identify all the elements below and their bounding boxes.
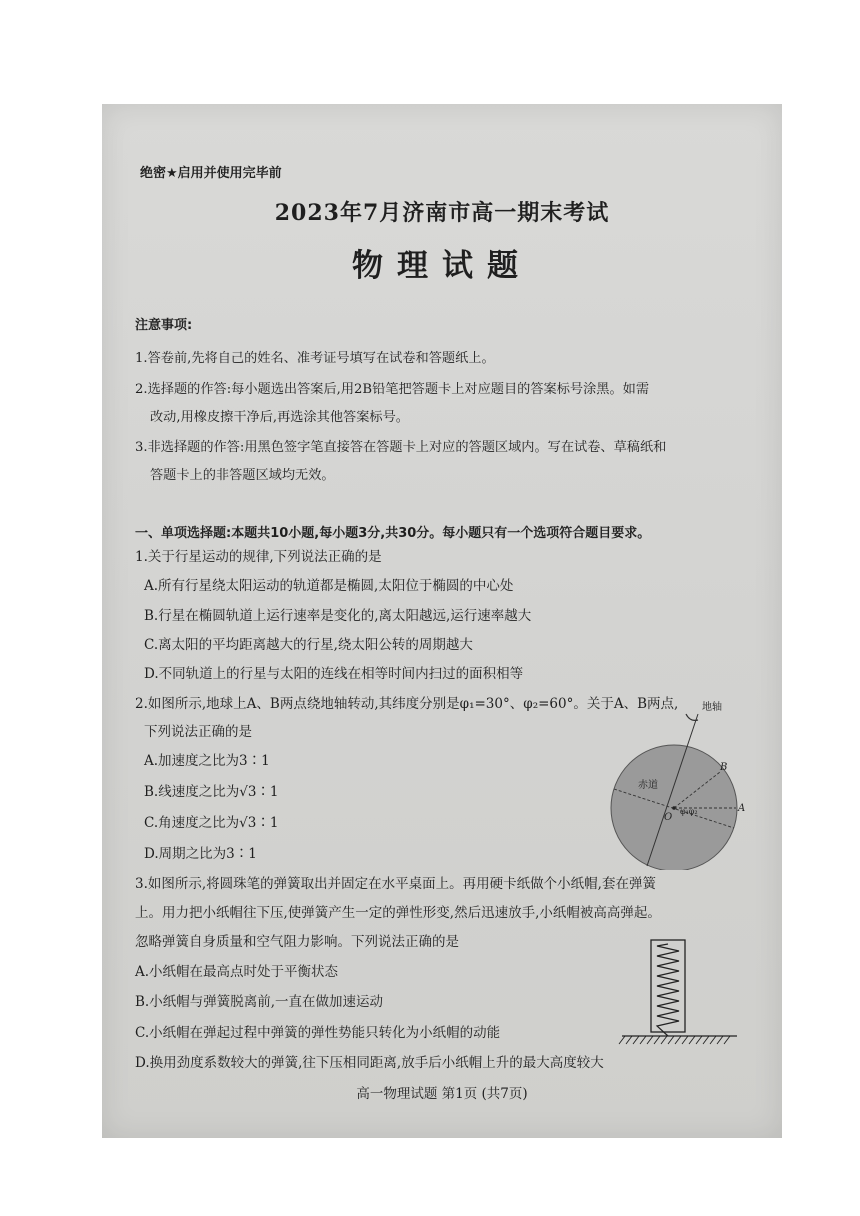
exam-page xyxy=(102,104,782,1138)
label-b: B xyxy=(720,762,728,773)
question-2-option-b: B.线速度之比为√3∶1 xyxy=(144,784,279,800)
notice-heading: 注意事项: xyxy=(135,318,193,333)
question-1-option-d: D.不同轨道上的行星与太阳的连线在相等时间内扫过的面积相等 xyxy=(144,666,524,682)
section-heading: 一、单项选择题:本题共10小题,每小题3分,共30分。每小题只有一个选项符合题目要求。 xyxy=(135,526,651,541)
notice-line: 改动,用橡皮擦干净后,再选涂其他答案标号。 xyxy=(150,410,409,425)
notice-line: 1.答卷前,先将自己的姓名、准考证号填写在试卷和答题纸上。 xyxy=(135,351,495,366)
question-3-stem: 上。用力把小纸帽往下压,使弹簧产生一定的弹性形变,然后迅速放手,小纸帽被高高弹起。 xyxy=(135,905,661,921)
angle-label: φ₁φ₂ xyxy=(680,807,698,816)
question-2-option-a: A.加速度之比为3∶1 xyxy=(144,753,270,769)
question-2-option-c: C.角速度之比为√3∶1 xyxy=(144,815,279,831)
question-3-option-b: B.小纸帽与弹簧脱离前,一直在做加速运动 xyxy=(135,994,384,1010)
notice-line: 2.选择题的作答:每小题选出答案后,用2B铅笔把答题卡上对应题目的答案标号涂黑。如需 xyxy=(135,382,650,397)
question-1-option-a: A.所有行星绕太阳运动的轨道都是椭圆,太阳位于椭圆的中心处 xyxy=(144,578,514,594)
question-3-option-a: A.小纸帽在最高点时处于平衡状态 xyxy=(135,964,339,980)
table-hatching xyxy=(619,1036,730,1044)
confidential-mark: 绝密★启用并使用完毕前 xyxy=(140,166,282,181)
spring-figure xyxy=(617,932,742,1052)
question-3-stem: 忽略弹簧自身质量和空气阻力影响。下列说法正确的是 xyxy=(135,934,459,950)
question-1-stem: 1.关于行星运动的规律,下列说法正确的是 xyxy=(135,549,382,565)
page-footer: 高一物理试题 第1页 (共7页) xyxy=(356,1086,528,1102)
exam-subtitle: 物理试题 xyxy=(352,248,532,284)
equator-label: 赤道 xyxy=(638,780,658,791)
question-3-stem: 3.如图所示,将圆珠笔的弹簧取出并固定在水平桌面上。再用硬卡纸做个小纸帽,套在弹簧 xyxy=(135,876,656,892)
point-o xyxy=(672,806,676,810)
question-3-option-d: D.换用劲度系数较大的弹簧,往下压相同距离,放手后小纸帽上升的最大高度较大 xyxy=(135,1055,604,1071)
spring-coil xyxy=(657,944,679,1036)
question-2-stem: 2.如图所示,地球上A、B两点绕地轴转动,其纬度分别是φ₁=30°、φ₂=60°。关于A、B两点, xyxy=(135,696,679,712)
label-o: O xyxy=(664,812,673,823)
earth-figure xyxy=(602,700,752,870)
notice-line: 答题卡上的非答题区域均无效。 xyxy=(150,468,335,483)
exam-title: 2023年7月济南市高一期末考试 xyxy=(274,200,610,226)
question-1-option-b: B.行星在椭圆轨道上运行速率是变化的,离太阳越远,运行速率越大 xyxy=(144,608,532,624)
axis-label: 地轴 xyxy=(702,702,722,713)
question-2-stem: 下列说法正确的是 xyxy=(144,724,252,740)
label-a: A xyxy=(738,803,746,814)
question-3-option-c: C.小纸帽在弹起过程中弹簧的弹性势能只转化为小纸帽的动能 xyxy=(135,1025,501,1041)
question-1-option-c: C.离太阳的平均距离越大的行星,绕太阳公转的周期越大 xyxy=(144,637,473,653)
notice-line: 3.非选择题的作答:用黑色签字笔直接答在答题卡上对应的答题区域内。写在试卷、草稿纸和 xyxy=(135,440,667,455)
question-2-option-d: D.周期之比为3∶1 xyxy=(144,846,257,862)
